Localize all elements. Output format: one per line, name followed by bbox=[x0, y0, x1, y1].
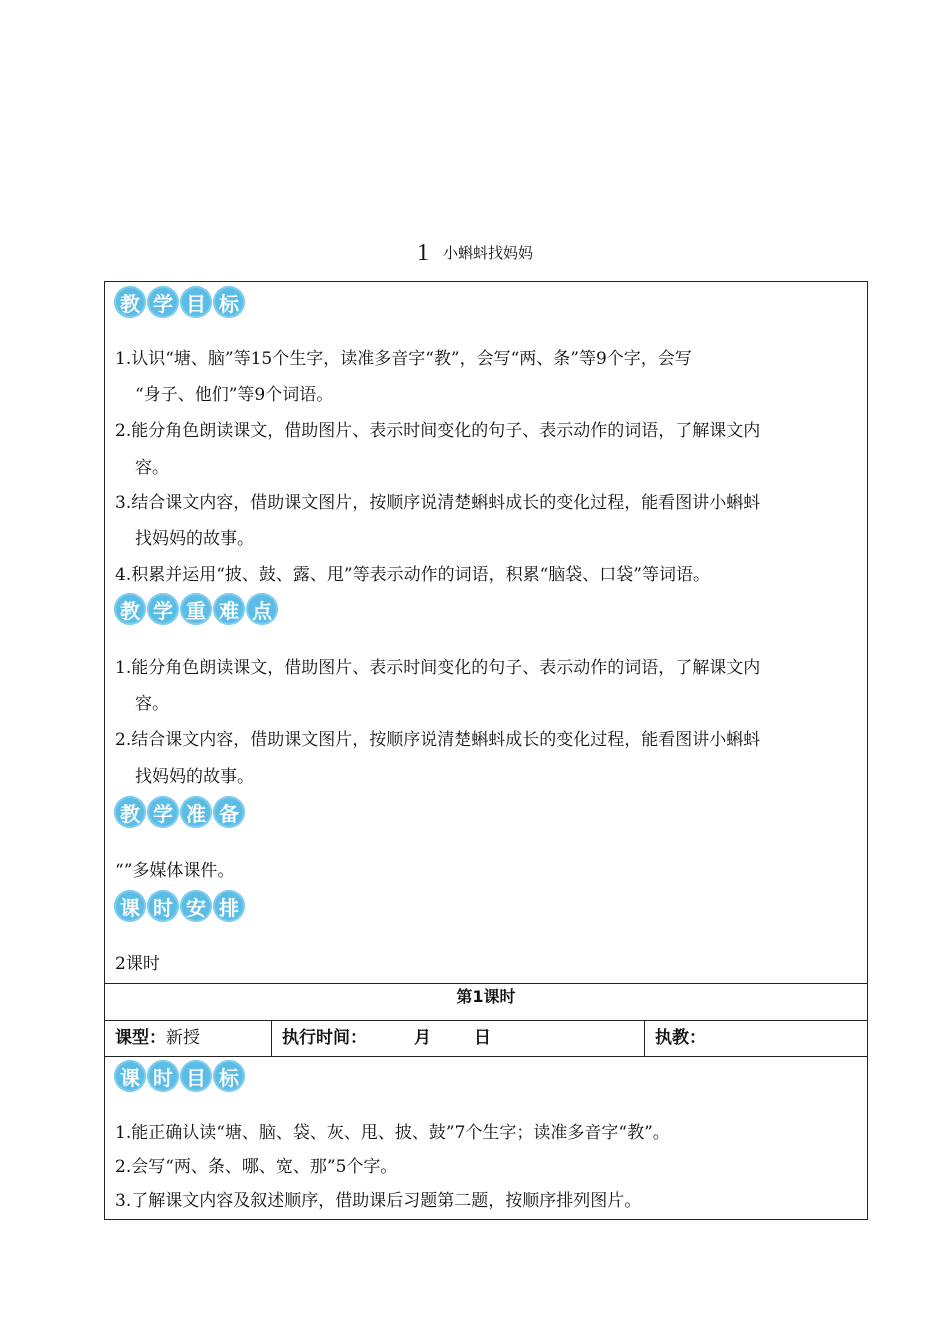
heading-char: 标 bbox=[213, 286, 245, 318]
class-type-cell bbox=[115, 1023, 200, 1048]
divider bbox=[105, 1056, 867, 1057]
goal-line: 1.认识“塘、脑”等15个生字，读准多音字“教”，会写“两、条”等9个字，会写 bbox=[115, 349, 692, 369]
heading-char: 目 bbox=[180, 1060, 212, 1092]
teacher-cell bbox=[655, 1023, 706, 1048]
heading-char: 备 bbox=[213, 796, 245, 828]
heading-char: 时 bbox=[147, 1060, 179, 1092]
goal-line: “身子、他们”等9个词语。 bbox=[135, 385, 334, 405]
execution-time-cell bbox=[282, 1023, 491, 1048]
key-point-line: 找妈妈的故事。 bbox=[135, 767, 254, 787]
heading-char: 学 bbox=[147, 796, 179, 828]
period-goal-line: 2.会写“两、条、哪、宽、那”5个字。 bbox=[115, 1157, 398, 1177]
heading-char: 点 bbox=[246, 593, 278, 625]
heading-char: 学 bbox=[147, 286, 179, 318]
teaching-goals-heading bbox=[114, 286, 245, 318]
class-type-value: 新授 bbox=[166, 1028, 200, 1048]
key-point-line: 1.能分角色朗读课文，借助图片、表示时间变化的句子、表示动作的词语，了解课文内 bbox=[115, 658, 761, 678]
key-point-line: 容。 bbox=[135, 694, 169, 714]
goal-line: 找妈妈的故事。 bbox=[135, 529, 254, 549]
month-label: 月 bbox=[414, 1028, 431, 1048]
cell-divider bbox=[271, 1020, 272, 1056]
key-points-heading bbox=[114, 593, 278, 625]
heading-char: 教 bbox=[114, 593, 146, 625]
day-label: 日 bbox=[474, 1028, 491, 1048]
heading-char: 安 bbox=[180, 890, 212, 922]
period-goal-line: 1.能正确认读“塘、脑、袋、灰、甩、披、鼓”7个生字；读准多音字“教”。 bbox=[115, 1123, 670, 1143]
class-type-label: 课型： bbox=[115, 1028, 166, 1048]
heading-char: 难 bbox=[213, 593, 245, 625]
schedule-text: 2课时 bbox=[115, 954, 160, 974]
goal-line: 2.能分角色朗读课文，借助图片、表示时间变化的句子、表示动作的词语，了解课文内 bbox=[115, 421, 761, 441]
heading-char: 标 bbox=[213, 1060, 245, 1092]
period-goal-line: 3.了解课文内容及叙述顺序，借助课后习题第二题，按顺序排列图片。 bbox=[115, 1191, 642, 1211]
heading-char: 重 bbox=[180, 593, 212, 625]
lesson-period-header: 第1课时 bbox=[456, 987, 516, 1006]
period-goals-heading bbox=[114, 1060, 245, 1092]
heading-char: 时 bbox=[147, 890, 179, 922]
lesson-number: 1 bbox=[416, 240, 429, 266]
cell-divider bbox=[644, 1020, 645, 1056]
lesson-plan-table bbox=[104, 281, 868, 1220]
preparation-heading bbox=[114, 796, 245, 828]
execution-time-label: 执行时间： bbox=[282, 1028, 367, 1048]
goal-line: 3.结合课文内容，借助课文图片，按顺序说清楚蝌蚪成长的变化过程，能看图讲小蝌蚪 bbox=[115, 493, 761, 513]
lesson-name: 小蝌蚪找妈妈 bbox=[442, 244, 533, 262]
heading-char: 目 bbox=[180, 286, 212, 318]
divider bbox=[105, 1020, 867, 1021]
lesson-title bbox=[0, 240, 950, 267]
heading-char: 排 bbox=[213, 890, 245, 922]
preparation-text: “”多媒体课件。 bbox=[115, 861, 235, 881]
key-point-line: 2.结合课文内容，借助课文图片，按顺序说清楚蝌蚪成长的变化过程，能看图讲小蝌蚪 bbox=[115, 730, 761, 750]
goal-line: 4.积累并运用“披、鼓、露、甩”等表示动作的词语，积累“脑袋、口袋”等词语。 bbox=[115, 565, 710, 585]
heading-char: 课 bbox=[114, 890, 146, 922]
heading-char: 准 bbox=[180, 796, 212, 828]
heading-char: 教 bbox=[114, 286, 146, 318]
schedule-heading bbox=[114, 890, 245, 922]
teacher-label: 执教： bbox=[655, 1028, 706, 1048]
goal-line: 容。 bbox=[135, 458, 169, 478]
heading-char: 学 bbox=[147, 593, 179, 625]
heading-char: 课 bbox=[114, 1060, 146, 1092]
heading-char: 教 bbox=[114, 796, 146, 828]
